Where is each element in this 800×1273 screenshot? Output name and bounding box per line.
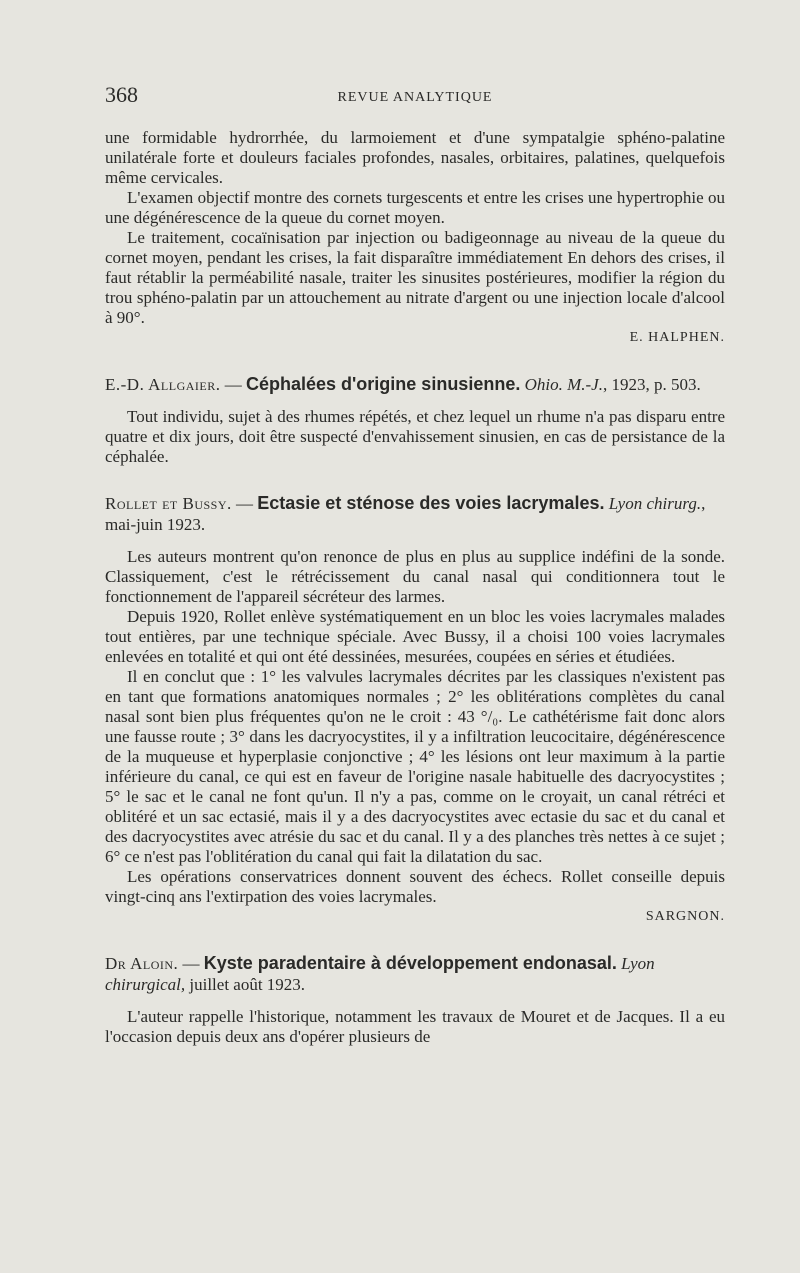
entry-paragraph: Tout individu, sujet à des rhumes répétés, et chez lequel un rhume n'a pas disparu entre quatre et dix jours, doit être suspecté d'envahissement sinusien, en cas de persistance de la céphalée. <box>105 407 725 466</box>
page-header <box>105 82 725 112</box>
page-number: 368 <box>105 82 138 107</box>
entry-journal: Lyon chirurgical, <box>105 954 655 994</box>
entry-author: Dr Aloin. <box>105 954 179 973</box>
entry-dash: — <box>231 494 258 513</box>
entry-title: Céphalées d'origine sinusienne. <box>245 374 521 394</box>
entry-paragraph: Depuis 1920, Rollet enlève systématiquement en un bloc les voies lacrymales malades tout entières, par une technique spéciale. Avec Bussy, il a choisi 100 voies lacrymales enlevées en totalité et qui ont été dessinées, mesurées, coupées en séries et étudiées. <box>105 607 725 666</box>
intro-paragraph: Le traitement, cocaïnisation par injection ou badigeonnage au niveau de la queue du cornet moyen, pendant les crises, la fait disparaître immédiatement En dehors des crises, il faut rétablir la perméabilité nasale, traiter les sinusites postérieures, modifier la région du trou sphéno-palatin par un attouchement au nitrate d'argent ou une injection locale d'alcool à 90°. <box>105 228 725 327</box>
entry-heading <box>105 374 725 395</box>
entry-journal: Ohio. M.-J. <box>524 375 603 394</box>
page-body <box>105 128 725 1047</box>
entry-paragraph: L'auteur rappelle l'historique, notamment les travaux de Mouret et de Jacques. Il a eu l'occasion depuis deux ans d'opérer plusieurs de <box>105 1007 725 1046</box>
entry-author: Rollet et Bussy. <box>105 494 232 513</box>
intro-paragraph: L'examen objectif montre des cornets turgescents et entre les crises une hypertrophie ou une dégénérescence de la queue du cornet moyen. <box>105 188 725 227</box>
entry-heading <box>105 953 725 995</box>
entry-title: Kyste paradentaire à développement endonasal. <box>203 953 617 973</box>
entry-body <box>105 1007 725 1047</box>
entry-body <box>105 407 725 467</box>
entry-paragraph: Les auteurs montrent qu'on renonce de plus en plus au supplice indéfini de la sonde. Classiquement, c'est le rétrécissement du canal nasal qui conditionnera tout le fonctionnement de l'appareil sécréteur des larmes. <box>105 547 725 606</box>
running-head: REVUE ANALYTIQUE <box>337 90 493 105</box>
entry-body <box>105 547 725 927</box>
entry-dash: — <box>220 375 246 394</box>
entry-paragraph: Les opérations conservatrices donnent souvent des échecs. Rollet conseille depuis vingt-cinq ans l'extirpation des voies lacrymales. <box>105 867 725 906</box>
entry-signature: SARGNON. <box>645 909 725 924</box>
entry-citation: juillet août 1923. <box>185 975 306 994</box>
entry-dash: — <box>178 954 204 973</box>
entry-citation: , 1923, p. 503. <box>602 375 701 394</box>
entry-title: Ectasie et sténose des voies lacrymales. <box>257 493 605 513</box>
entry-author: E.-D. Allgaier. <box>105 375 221 394</box>
intro-paragraph: une formidable hydrorrhée, du larmoiement et d'une sympatalgie sphéno-palatine unilatérale forte et douleurs faciales profondes, nasales, orbitaires, palatines, quelquefois même cervicales. <box>105 128 725 187</box>
entry-paragraph: Il en conclut que : 1° les valvules lacrymales décrites par les classiques n'existent pas en tant que formations anatomiques normales ; 2° les oblitérations complètes du canal nasal sont bien plus fréquentes qu'on ne le croit : 43 °/₀. Le cathétérisme fait donc alors une fausse route ; 3° dans les dacryocystites, il y a infiltration leucocitaire, dégénérescence de la muqueuse et hyperplasie conjonctive ; 4° les lésions ont leur maximum à la partie inférieure du canal, ce qui est en faveur de l'origine nasale habituelle des dacryocystites ; 5° le sac et le canal ne font qu'un. Il n'y a pas, comme on le croyait, un canal rétréci et oblitéré et un sac ectasié, mais il y a des dacryocystites avec ectasie du sac et du canal et des dacryocystites avec atrésie du sac et du canal. Il y a des planches très nettes à ce sujet ; 6° ce n'est pas l'oblitération du canal qui fait la dilatation du sac. <box>105 667 725 866</box>
entry-heading <box>105 493 725 535</box>
entry-journal: Lyon chirurg. <box>608 494 702 513</box>
entry-citation: , mai-juin 1923. <box>105 494 706 534</box>
intro-signature: E. HALPHEN. <box>629 330 725 345</box>
